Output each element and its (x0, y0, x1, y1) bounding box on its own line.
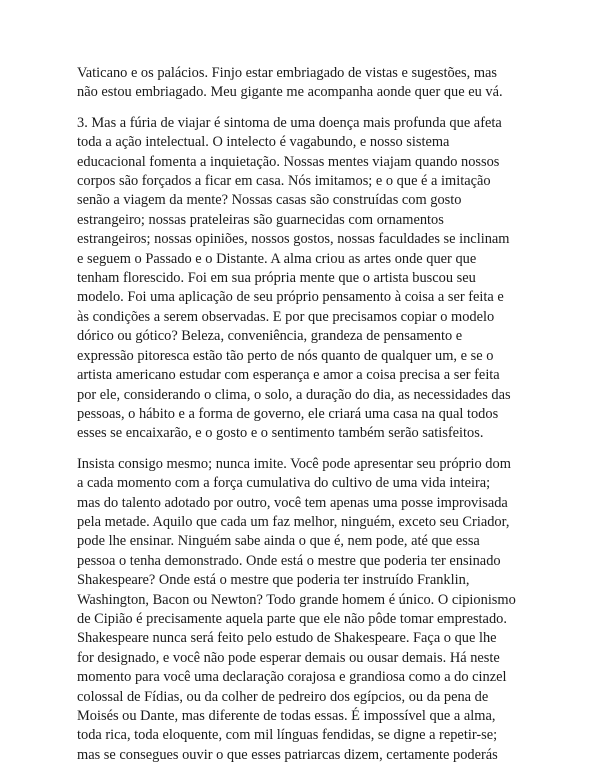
text-line: dórico ou gótico? Beleza, conveniência, grandeza de pensamento e (77, 328, 463, 345)
text-line: estrangeiro; nossas prateleiras são guarnecidas com ornamentos (77, 211, 444, 228)
text-line: artista americano estudar com esperança e amor a coisa precisa a ser feita (77, 367, 500, 384)
text-line: estrangeiros; nossas opiniões, nossos gostos, nossas faculdades se inclinam (77, 231, 510, 248)
body-text (77, 64, 547, 765)
text-line: de Cipião é precisamente aquela parte que ele não pôde tomar emprestado. (77, 610, 507, 627)
text-line: educacional fomenta a inquietação. Nossas mentes viajam quando nossos (77, 153, 500, 170)
text-line: às condições a serem observadas. E por que precisamos copiar o modelo (77, 308, 495, 325)
text-line: esses se encaixarão, e o gosto e o sentimento também serão satisfeitos. (77, 425, 484, 442)
paragraph-1 (77, 64, 547, 103)
text-line: não estou embriagado. Meu gigante me acompanha aonde quer que eu vá. (77, 84, 503, 101)
text-line: e seguem o Passado e o Distante. A alma criou as artes onde quer que (77, 250, 477, 267)
text-line: corpos são forçados a ficar em casa. Nós imitamos; e o que é a imitação (77, 173, 491, 190)
text-line: pessoa o tenha demonstrado. Onde está o mestre que poderia ter ensinado (77, 552, 501, 569)
text-line: por ele, considerando o clima, o solo, a duração do dia, as necessidades das (77, 386, 511, 403)
text-line: toda rica, toda eloquente, com mil línguas fendidas, se digne a repetir-se; (77, 727, 498, 744)
paragraph-2 (77, 114, 547, 444)
text-line: 3. Mas a fúria de viajar é sintoma de uma doença mais profunda que afeta (77, 114, 502, 131)
text-line: colossal de Fídias, ou da colher de pedreiro dos egípcios, ou da pena de (77, 688, 489, 705)
text-line: pela metade. Aquilo que cada um faz melhor, ninguém, exceto seu Criador, (77, 513, 510, 530)
text-line: expressão pitoresca estão tão perto de nós quanto de qualquer um, e se o (77, 347, 494, 364)
text-line: senão a viagem da mente? Nossas casas são construídas com gosto (77, 192, 462, 209)
text-line: Shakespeare? Onde está o mestre que poderia ter instruído Franklin, (77, 572, 470, 589)
text-line: momento para você uma declaração corajosa e grandiosa como a do cinzel (77, 669, 507, 686)
text-line: for designado, e você não pode esperar demais ou ousar demais. Há neste (77, 649, 500, 666)
text-line: modelo. Foi uma aplicação de seu próprio pensamento à coisa a ser feita e (77, 289, 504, 306)
text-line: tenham florescido. Foi em sua própria mente que o artista buscou seu (77, 270, 476, 287)
text-line: Washington, Bacon ou Newton? Todo grande homem é único. O cipionismo (77, 591, 516, 608)
text-line: pessoas, o hábito e a forma de governo, ele criará uma casa na qual todos (77, 405, 499, 422)
text-line: a cada momento com a força cumulativa do cultivo de uma vida inteira; (77, 475, 491, 492)
text-line: Insista consigo mesmo; nunca imite. Você pode apresentar seu próprio dom (77, 455, 511, 472)
text-line: mas se consegues ouvir o que esses patriarcas dizem, certamente poderás (77, 746, 498, 763)
text-line: Shakespeare nunca será feito pelo estudo de Shakespeare. Faça o que lhe (77, 630, 497, 647)
text-line: Moisés ou Dante, mas diferente de todas essas. É impossível que a alma, (77, 708, 496, 724)
paragraph-3 (77, 455, 547, 766)
text-line: mas do talento adotado por outro, você tem apenas uma posse improvisada (77, 494, 508, 511)
text-line: pode lhe ensinar. Ninguém sabe ainda o que é, nem pode, até que essa (77, 533, 480, 550)
text-line: Vaticano e os palácios. Finjo estar embriagado de vistas e sugestões, mas (77, 65, 498, 81)
text-line: toda a ação intelectual. O intelecto é vagabundo, e nosso sistema (77, 134, 450, 151)
